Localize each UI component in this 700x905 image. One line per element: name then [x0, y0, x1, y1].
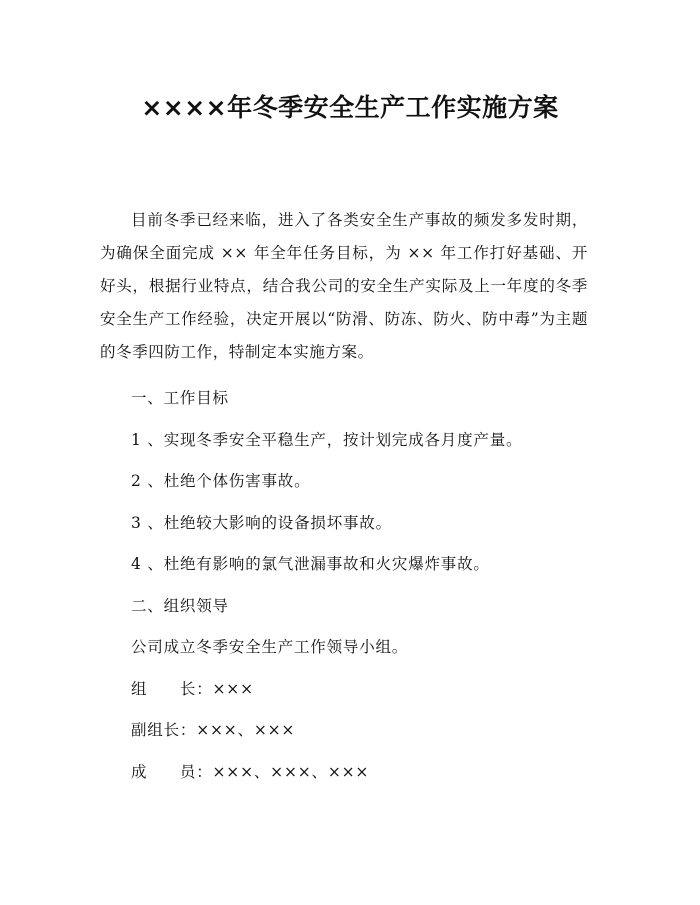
members-line: 成 员：×××、×××、×××	[131, 762, 370, 781]
goal-item-3: 3 、杜绝较大影响的设备损坏事故。	[131, 513, 392, 532]
goal-item-2: 2 、杜绝个体伤害事故。	[131, 472, 311, 490]
intro-paragraph: 目前冬季已经来临，进入了各类安全生产事故的频发多发时期，为确保全面完成 ×× 年全年任务目标，为 ×× 年工作打好基础、开好头，根据行业特点，结合我公司的安全生产实际及上一年度的冬季安全生产工作经验，决定开展以“防滑、防冻、防火、防中毒”为主题的冬季四防工作，特制定本实施方案。	[100, 211, 588, 361]
deputy-leader-line: 副组长：×××、×××	[131, 721, 296, 739]
leader-line: 组 长：×××	[131, 679, 254, 698]
section-heading-goals: 一、工作目标	[131, 389, 229, 407]
organization-intro: 公司成立冬季安全生产工作领导小组。	[131, 638, 409, 656]
goal-item-1: 1 、实现冬季安全平稳生产，按计划完成各月度产量。	[131, 430, 523, 449]
goal-item-4: 4 、杜绝有影响的氯气泄漏事故和火灾爆炸事故。	[131, 555, 490, 573]
section-heading-organization: 二、组织领导	[131, 596, 229, 615]
document-body	[100, 204, 588, 793]
document-title: ××××年冬季安全生产工作实施方案	[141, 93, 559, 122]
